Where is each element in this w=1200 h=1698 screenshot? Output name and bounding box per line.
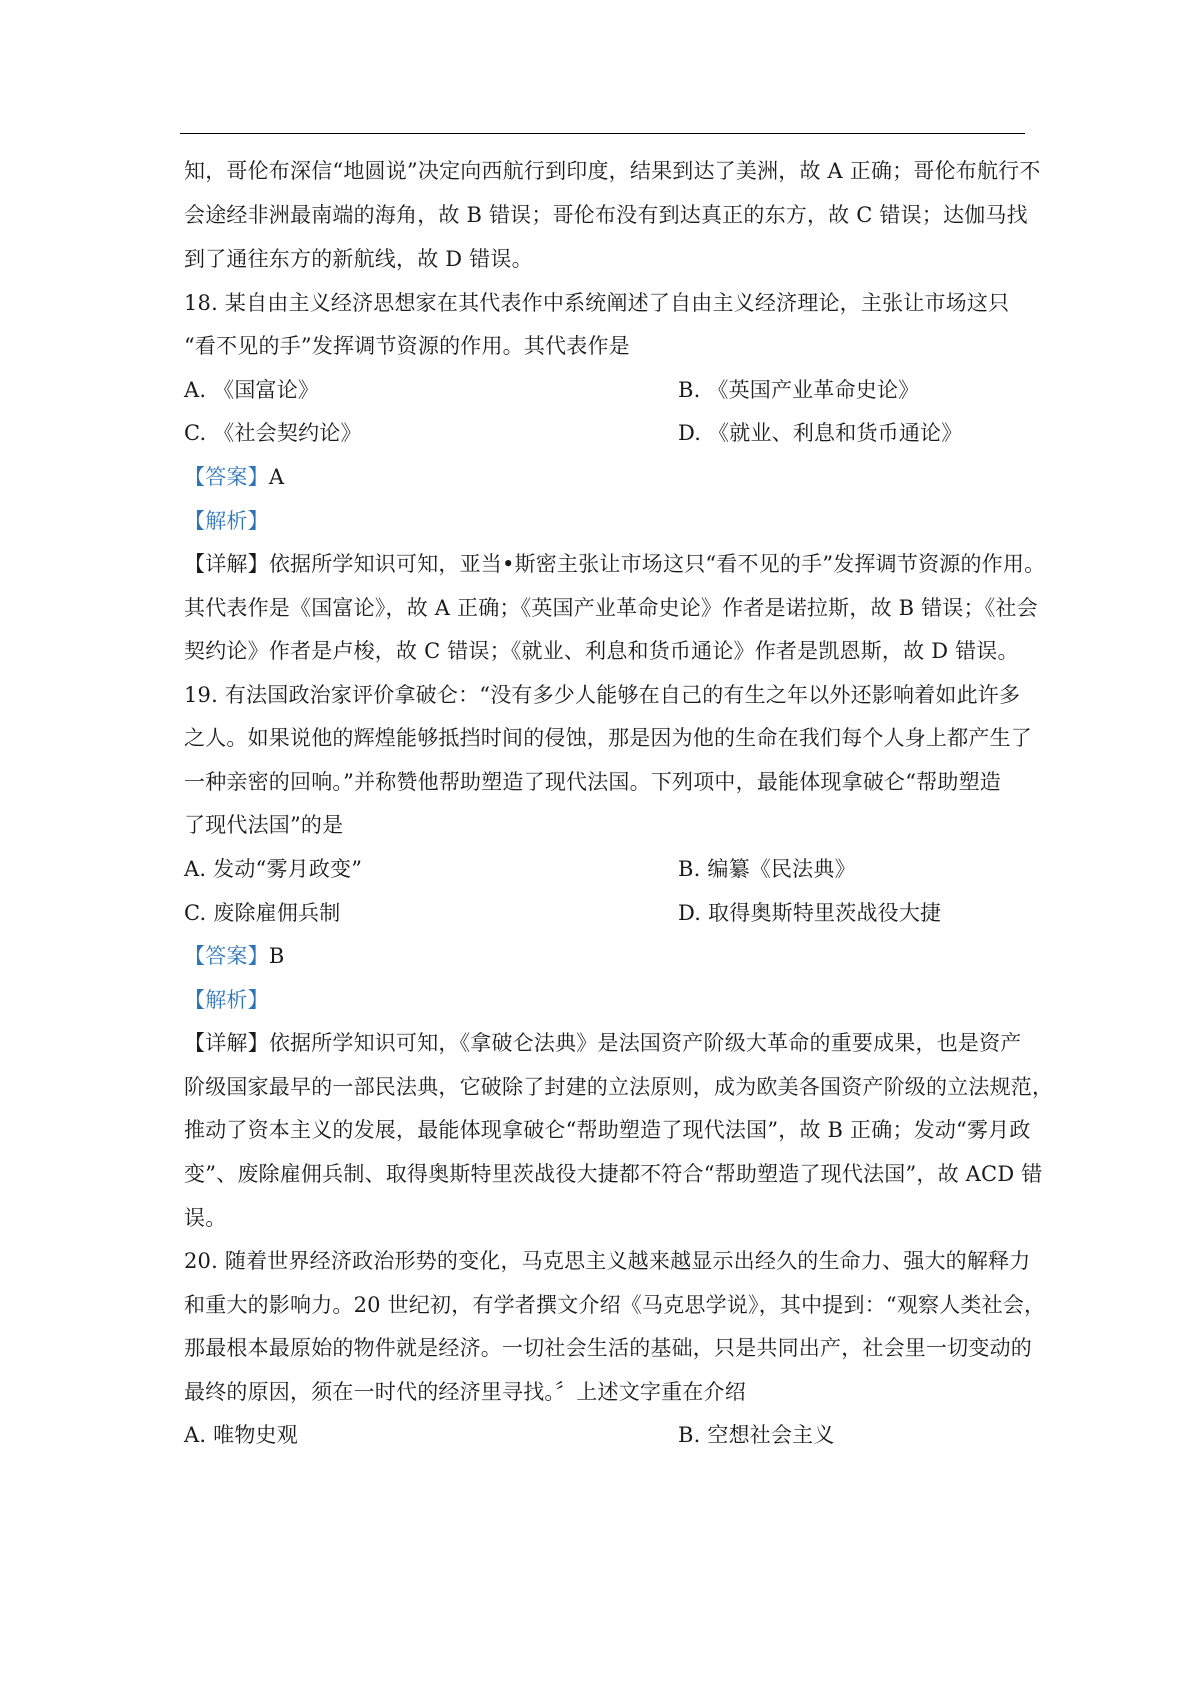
q20-stem-line-3: 那最根本最原始的物件就是经济。一切社会生活的基础，只是共同出产，社会里一切变动的 [184,1336,1032,1360]
q18-answer-value: A [268,465,285,489]
q19-answer [184,941,284,971]
q19-detail-line-1 [184,1028,1022,1058]
q18-answer [184,462,284,492]
q18-answer-tag: 【答案】 [184,465,269,489]
continuation-line-3: 到了通往东方的新航线，故 D 错误。 [184,247,533,271]
q20-stem-line-4: 最终的原因，须在一时代的经济里寻找。〞上述文字重在介绍 [184,1380,746,1404]
q18-detail-line-1 [184,549,1045,579]
q20-option-a: A. 唯物史观 [184,1423,298,1447]
q19-detail-tag: 【详解】 [184,1031,269,1055]
continuation-line-1: 知，哥伦布深信“地圆说”决定向西航行到印度，结果到达了美洲，故 A 正确；哥伦布航行不 [184,159,1041,183]
q18-detail-line-2: 其代表作是《国富论》，故 A 正确；《英国产业革命史论》作者是诺拉斯，故 B 错误；《社会 [184,596,1038,620]
q19-stem-line-2: 之人。如果说他的辉煌能够抵挡时间的侵蚀，那是因为他的生命在我们每个人身上都产生了 [184,726,1032,750]
q20-stem-line-2: 和重大的影响力。20 世纪初，有学者撰文介绍《马克思学说》，其中提到：“观察人类社会， [184,1293,1046,1317]
q20-option-b: B. 空想社会主义 [678,1423,835,1447]
continuation-line-2: 会途经非洲最南端的海角，故 B 错误；哥伦布没有到达真正的东方，故 C 错误；达伽马找 [184,203,1028,227]
q19-option-d: D. 取得奥斯特里茨战役大捷 [678,901,942,925]
q20-stem-line-1: 20. 随着世界经济政治形势的变化，马克思主义越来越显示出经久的生命力、强大的解释力 [184,1249,1031,1273]
q18-option-b: B. 《英国产业革命史论》 [678,378,920,402]
q19-option-a: A. 发动“雾月政变” [184,857,363,881]
q19-answer-value: B [268,944,285,968]
q19-answer-tag: 【答案】 [184,944,269,968]
q19-stem-line-4: 了现代法国”的是 [184,813,344,837]
q18-option-c: C. 《社会契约论》 [184,421,362,445]
q18-detail-tag: 【详解】 [184,552,269,576]
q19-option-b: B. 编纂《民法典》 [678,857,856,881]
q18-stem-line-1: 18. 某自由主义经济思想家在其代表作中系统阐述了自由主义经济理论，主张让市场这只 [184,291,1010,315]
q18-stem-line-2: “看不见的手”发挥调节资源的作用。其代表作是 [184,334,630,358]
q18-analysis-tag: 【解析】 [184,509,269,533]
q18-option-d: D. 《就业、利息和货币通论》 [678,421,963,445]
q19-stem-line-3: 一种亲密的回响。”并称赞他帮助塑造了现代法国。下列项中，最能体现拿破仑“帮助塑造 [184,770,1001,794]
q19-stem-line-1: 19. 有法国政治家评价拿破仑：“没有多少人能够在自己的有生之年以外还影响着如此许多 [184,683,1021,707]
header-rule [180,133,1025,134]
q19-detail-line-5: 误。 [184,1206,227,1230]
q19-detail-line-3: 推动了资本主义的发展，最能体现拿破仑“帮助塑造了现代法国”，故 B 正确；发动“雾月政 [184,1118,1031,1142]
q19-detail-line-4: 变”、废除雇佣兵制、取得奥斯特里茨战役大捷都不符合“帮助塑造了现代法国”，故 ACD 错 [184,1162,1043,1186]
q18-detail-line-3: 契约论》作者是卢梭，故 C 错误；《就业、利息和货币通论》作者是凯恩斯，故 D 错误。 [184,639,1019,663]
q19-detail-text-1: 依据所学知识可知，《拿破仑法典》是法国资产阶级大革命的重要成果，也是资产 [268,1031,1022,1055]
q18-detail-text-1: 依据所学知识可知，亚当•斯密主张让市场这只“看不见的手”发挥调节资源的作用。 [268,552,1046,576]
q18-option-a: A. 《国富论》 [184,378,320,402]
q19-detail-line-2: 阶级国家最早的一部民法典，它破除了封建的立法原则，成为欧美各国资产阶级的立法规范， [184,1075,1054,1099]
q19-option-c: C. 废除雇佣兵制 [184,901,341,925]
q19-analysis-tag: 【解析】 [184,988,269,1012]
